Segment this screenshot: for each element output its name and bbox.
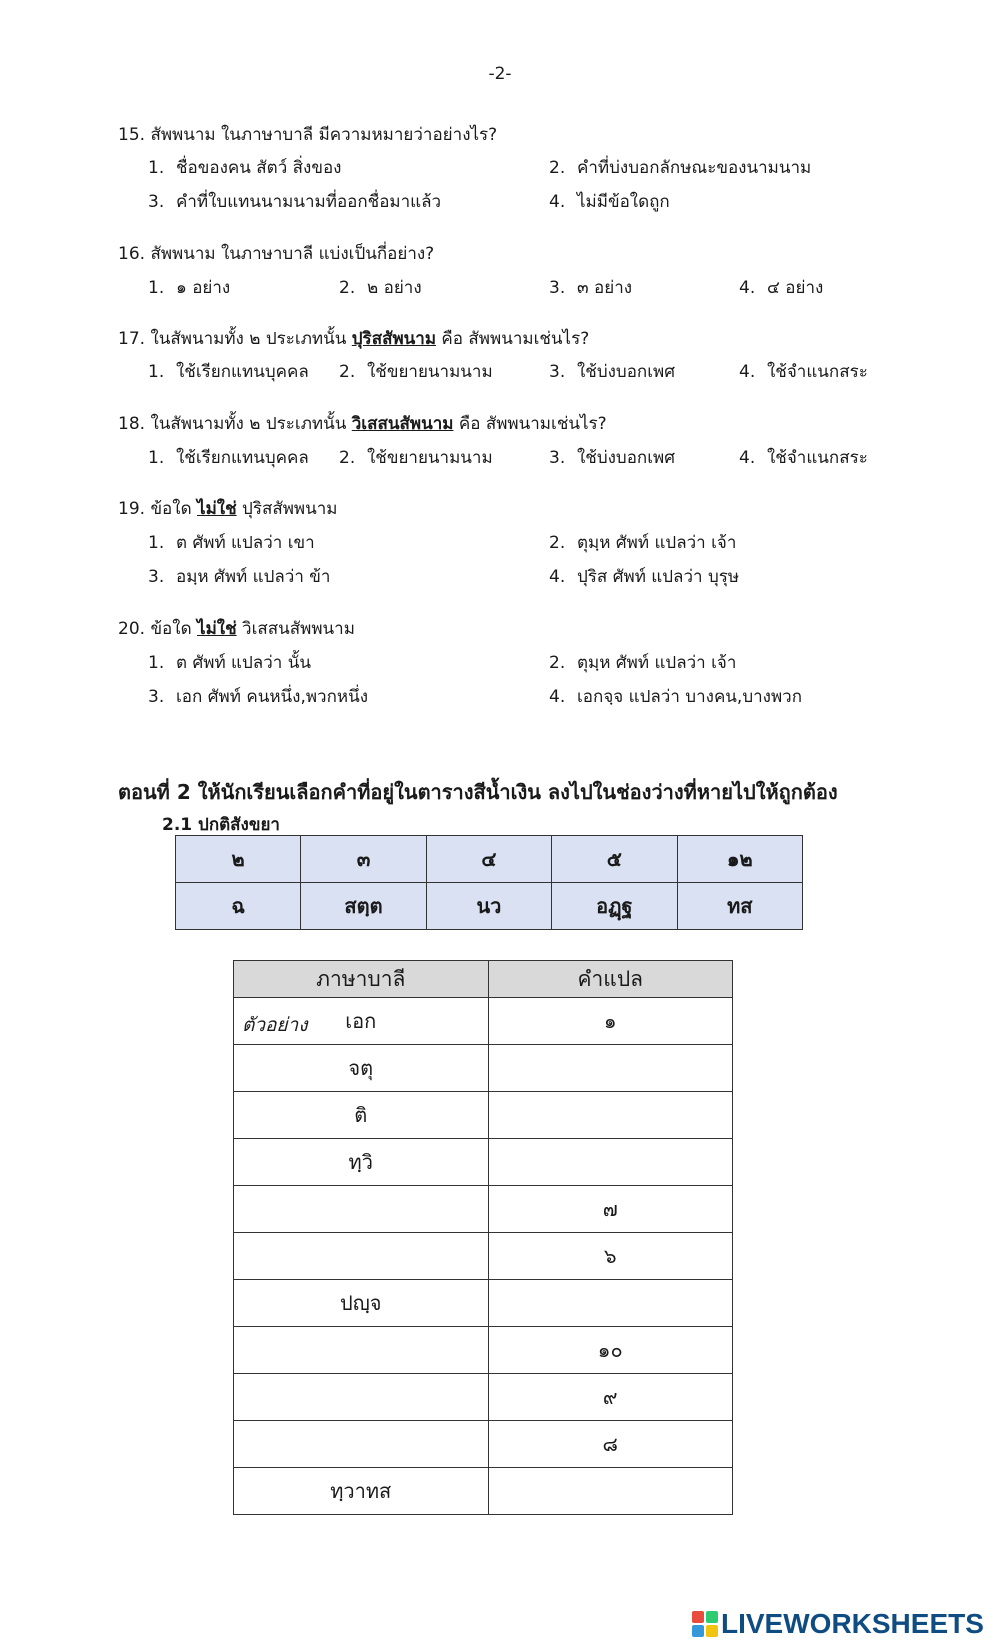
header-translation: คำแปล — [488, 961, 733, 998]
q17-option-3[interactable]: 3. ใช้บ่งบอกเพศ — [549, 362, 676, 382]
liveworksheets-logo — [692, 1608, 984, 1640]
q16-option-3[interactable]: 3. ๓ อย่าง — [549, 278, 633, 298]
question-19: 19. ข้อใด ไม่ใช่ ปุริสสัพพนาม — [118, 499, 338, 519]
q17-option-2[interactable]: 2. ใช้ขยายนามนาม — [339, 362, 493, 382]
q17-option-1[interactable]: 1. ใช้เรียกแทนบุคคล — [148, 362, 309, 382]
q16-option-2[interactable]: 2. ๒ อย่าง — [339, 278, 422, 298]
word-bank-cell[interactable]: ๔ — [426, 836, 551, 883]
word-bank-cell[interactable]: นว — [426, 883, 551, 930]
pali-cell: ปญฺจ — [234, 1280, 489, 1327]
q20-option-4[interactable]: 4. เอกจฺจ แปลว่า บางคน,บางพวก — [549, 687, 803, 707]
translation-cell: ๑ — [488, 998, 733, 1045]
q20-option-1[interactable]: 1. ต ศัพท์ แปลว่า นั้น — [148, 653, 311, 673]
word-bank-cell[interactable]: ทส — [677, 883, 802, 930]
translation-cell: ๑๐ — [488, 1327, 733, 1374]
example-label: ตัวอย่าง — [242, 1014, 308, 1036]
table-row — [234, 1233, 733, 1280]
table-row — [234, 1045, 733, 1092]
word-bank-cell[interactable]: ๓ — [301, 836, 426, 883]
table-row — [234, 1374, 733, 1421]
answer-blank[interactable] — [488, 1139, 733, 1186]
answer-blank[interactable] — [488, 1468, 733, 1515]
q20-option-3[interactable]: 3. เอก ศัพท์ คนหนึ่ง,พวกหนึ่ง — [148, 687, 369, 707]
q18-option-4[interactable]: 4. ใช้จำแนกสระ — [739, 448, 868, 468]
answer-blank[interactable] — [234, 1421, 489, 1468]
q20-option-2[interactable]: 2. ตุมฺห ศัพท์ แปลว่า เจ้า — [549, 653, 737, 673]
answer-blank[interactable] — [234, 1374, 489, 1421]
q15-option-4[interactable]: 4. ไม่มีข้อใดถูก — [549, 192, 670, 212]
numeral-table — [233, 960, 733, 1515]
pali-cell: จตุ — [234, 1045, 489, 1092]
table-row — [234, 1186, 733, 1233]
answer-blank[interactable] — [234, 1327, 489, 1374]
translation-cell: ๗ — [488, 1186, 733, 1233]
q17-keyword: ปุริสสัพนาม — [351, 329, 437, 349]
answer-blank[interactable] — [488, 1045, 733, 1092]
table-row — [234, 1421, 733, 1468]
word-bank-cell[interactable]: ฉ — [176, 883, 301, 930]
answer-blank[interactable] — [234, 1233, 489, 1280]
table-row — [234, 1327, 733, 1374]
translation-cell: ๙ — [488, 1374, 733, 1421]
question-16: 16. สัพพนาม ในภาษาบาลี แบ่งเป็นกี่อย่าง? — [118, 244, 435, 264]
table-row — [234, 1139, 733, 1186]
q19-option-2[interactable]: 2. ตุมฺห ศัพท์ แปลว่า เจ้า — [549, 533, 737, 553]
logo-grid-icon — [692, 1611, 718, 1637]
table-header-row — [234, 961, 733, 998]
word-bank-row — [176, 836, 803, 883]
q17-option-4[interactable]: 4. ใช้จำแนกสระ — [739, 362, 868, 382]
q19-option-4[interactable]: 4. ปุริส ศัพท์ แปลว่า บุรุษ — [549, 567, 740, 587]
pali-cell: ตัวอย่าง เอก — [234, 998, 489, 1045]
word-bank-row — [176, 883, 803, 930]
answer-blank[interactable] — [234, 1186, 489, 1233]
logo-text: LIVEWORKSHEETS — [721, 1608, 984, 1639]
translation-cell: ๖ — [488, 1233, 733, 1280]
q18-keyword: วิเสสนสัพนาม — [351, 414, 454, 434]
q16-option-1[interactable]: 1. ๑ อย่าง — [148, 278, 231, 298]
pali-cell: ทฺวิ — [234, 1139, 489, 1186]
word-bank-cell[interactable]: ๑๒ — [677, 836, 802, 883]
q15-option-1[interactable]: 1. ชื่อของคน สัตว์ สิ่งของ — [148, 158, 342, 178]
q15-option-3[interactable]: 3. คำที่ใบแทนนามนามที่ออกชื่อมาแล้ว — [148, 192, 442, 212]
page-number: -2- — [488, 64, 512, 84]
q18-option-3[interactable]: 3. ใช้บ่งบอกเพศ — [549, 448, 676, 468]
table-row — [234, 1468, 733, 1515]
answer-blank[interactable] — [488, 1092, 733, 1139]
question-15: 15. สัพพนาม ในภาษาบาลี มีความหมายว่าอย่างไร? — [118, 125, 498, 145]
table-row — [234, 998, 733, 1045]
question-20: 20. ข้อใด ไม่ใช่ วิเสสนสัพพนาม — [118, 619, 355, 639]
q19-option-1[interactable]: 1. ต ศัพท์ แปลว่า เขา — [148, 533, 315, 553]
header-pali: ภาษาบาลี — [234, 961, 489, 998]
q19-option-3[interactable]: 3. อมฺห ศัพท์ แปลว่า ข้า — [148, 567, 331, 587]
q20-keyword: ไม่ใช่ — [197, 619, 237, 639]
translation-cell: ๘ — [488, 1421, 733, 1468]
q18-option-2[interactable]: 2. ใช้ขยายนามนาม — [339, 448, 493, 468]
word-bank-cell[interactable]: สตฺต — [301, 883, 426, 930]
question-17: 17. ในสัพนามทั้ง ๒ ประเภทนั้น ปุริสสัพนาม คือ สัพพนามเช่นไร? — [118, 329, 590, 349]
table-row — [234, 1092, 733, 1139]
word-bank-cell[interactable]: ๒ — [176, 836, 301, 883]
section-2-1-subtitle: 2.1 ปกติสังขยา — [162, 815, 280, 835]
question-18: 18. ในสัพนามทั้ง ๒ ประเภทนั้น วิเสสนสัพนาม คือ สัพพนามเช่นไร? — [118, 414, 607, 434]
pali-cell: ทฺวาทส — [234, 1468, 489, 1515]
q19-keyword: ไม่ใช่ — [197, 499, 237, 519]
word-bank-table — [175, 835, 803, 930]
q16-option-4[interactable]: 4. ๔ อย่าง — [739, 278, 824, 298]
q18-option-1[interactable]: 1. ใช้เรียกแทนบุคคล — [148, 448, 309, 468]
q15-option-2[interactable]: 2. คำที่บ่งบอกลักษณะของนามนาม — [549, 158, 812, 178]
table-row — [234, 1280, 733, 1327]
word-bank-cell[interactable]: ๕ — [552, 836, 677, 883]
word-bank-cell[interactable]: อฏฺฐ — [552, 883, 677, 930]
pali-cell: ติ — [234, 1092, 489, 1139]
answer-blank[interactable] — [488, 1280, 733, 1327]
section-2-title: ตอนที่ 2 ให้นักเรียนเลือกคำที่อยู่ในตารางสีน้ำเงิน ลงไปในช่องว่างที่หายไปให้ถูกต้อง — [118, 780, 838, 804]
